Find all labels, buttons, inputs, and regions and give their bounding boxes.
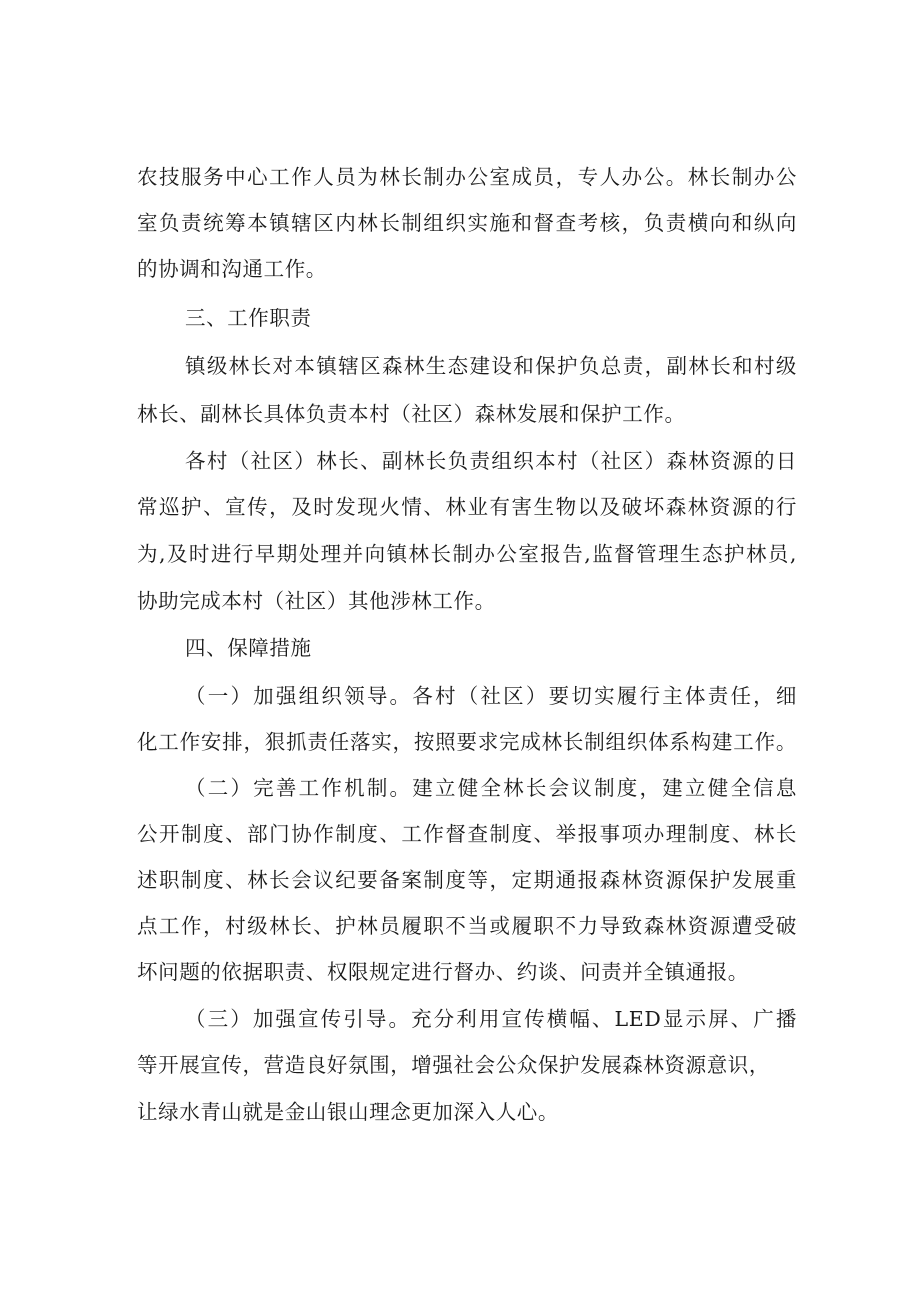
paragraph-line: 农技服务中心工作人员为林长制办公室成员，专人办公。林长制办公 (137, 165, 797, 189)
paragraph-line: 的协调和沟通工作。 (137, 257, 327, 281)
paragraph-line: 镇级林长对本镇辖区森林生态建设和保护负总责，副林长和村级 (185, 354, 797, 378)
paragraph-line: 林长、副林长具体负责本村（社区）森林发展和保护工作。 (137, 402, 686, 426)
section-heading: 四、保障措施 (185, 636, 312, 660)
paragraph-line: 为,及时进行早期处理并向镇林长制办公室报告,监督管理生态护林员, (137, 542, 797, 566)
paragraph-line: 等开展宣传，营造良好氛围，增强社会公众保护发展森林资源意识， (137, 1053, 770, 1077)
paragraph-line: 各村（社区）林长、副林长负责组织本村（社区）森林资源的日 (185, 449, 797, 473)
paragraph-line: （二）完善工作机制。建立健全林长会议制度，建立健全信息 (185, 776, 797, 800)
paragraph-line: 述职制度、林长会议纪要备案制度等，定期通报森林资源保护发展重 (137, 868, 797, 892)
paragraph-line: 室负责统筹本镇辖区内林长制组织实施和督查考核，负责横向和纵向 (137, 211, 797, 235)
paragraph-line: （一）加强组织领导。各村（社区）要切实履行主体责任，细 (185, 684, 797, 708)
paragraph-line: 常巡护、宣传，及时发现火情、林业有害生物以及破坏森林资源的行 (137, 495, 797, 519)
paragraph-line: 协助完成本村（社区）其他涉林工作。 (137, 589, 496, 613)
paragraph-line: 坏问题的依据职责、权限规定进行督办、约谈、问责并全镇通报。 (137, 960, 749, 984)
paragraph-line: 化工作安排，狠抓责任落实，按照要求完成林长制组织体系构建工作。 (137, 730, 797, 754)
paragraph-line: 让绿水青山就是金山银山理念更加深入人心。 (137, 1100, 559, 1124)
paragraph-line: 公开制度、部门协作制度、工作督查制度、举报事项办理制度、林长 (137, 822, 797, 846)
section-heading: 三、工作职责 (185, 306, 312, 330)
paragraph-line: （三）加强宣传引导。充分利用宣传横幅、LED显示屏、广播 (185, 1007, 797, 1031)
paragraph-line: 点工作，村级林长、护林员履职不当或履职不力导致森林资源遭受破 (137, 914, 797, 938)
